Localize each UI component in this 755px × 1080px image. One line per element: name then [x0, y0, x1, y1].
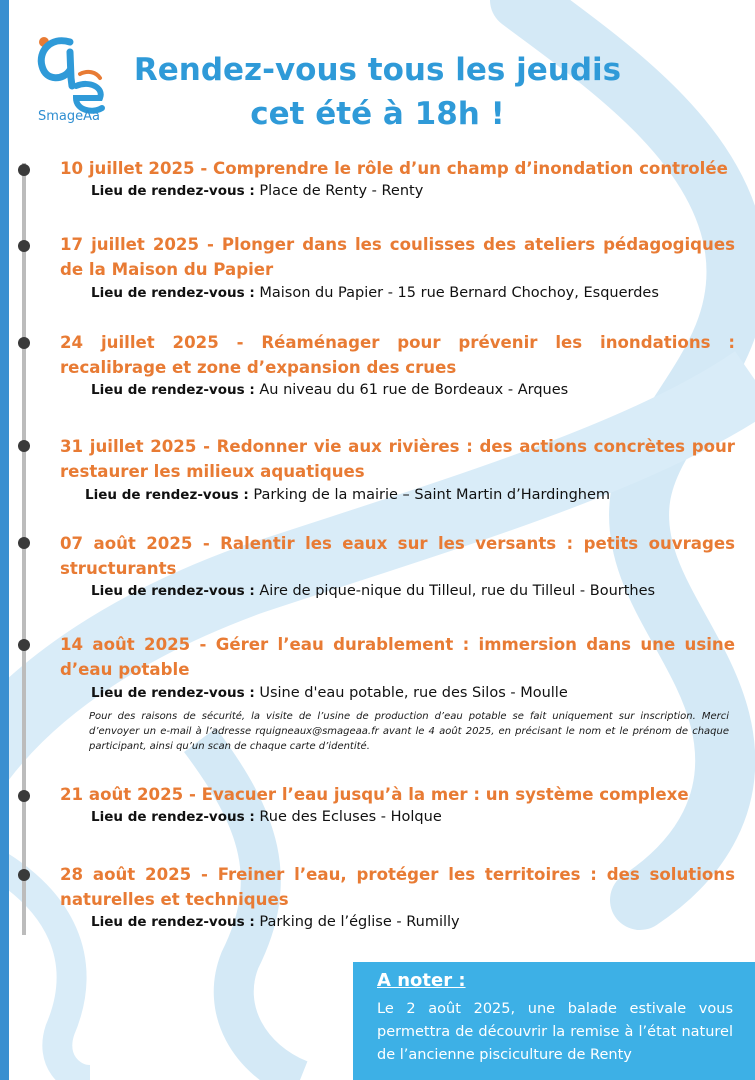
event-item [60, 862, 735, 930]
note-box [353, 962, 755, 1080]
timeline-dot [18, 164, 30, 176]
event-title: 14 août 2025 - Gérer l’eau durablement : immersion dans une usine d’eau potable [60, 635, 735, 679]
event-title: 10 juillet 2025 - Comprendre le rôle d’un champ d’inondation controlée [60, 159, 728, 178]
place-label: Lieu de rendez-vous : [85, 487, 249, 503]
place-value: Parking de la mairie – Saint Martin d’Hardinghem [253, 487, 611, 503]
event-item [60, 531, 735, 599]
place-label: Lieu de rendez-vous : [91, 583, 255, 599]
logo-name: SmageAa [38, 109, 100, 124]
event-title: 17 juillet 2025 - Plonger dans les coulisses des ateliers pédagogiques de la Maison du Papier [60, 235, 735, 279]
note-title: A noter : [377, 970, 466, 991]
timeline-line [22, 163, 26, 935]
event-item [60, 632, 735, 752]
place-value: Parking de l’église - Rumilly [259, 914, 460, 930]
timeline-dot [18, 240, 30, 252]
event-item [60, 434, 735, 503]
timeline-dot [18, 537, 30, 549]
place-label: Lieu de rendez-vous : [91, 685, 255, 701]
note-text: Le 2 août 2025, une balade estivale vous permettra de découvrir la remise à l’état naturel de l’ancienne pisciculture de Renty [377, 1001, 733, 1063]
event-title: 21 août 2025 - Evacuer l’eau jusqu’à la mer : un système complexe [60, 785, 689, 804]
event-item [60, 156, 735, 199]
place-value: Place de Renty - Renty [259, 183, 424, 199]
event-title: 28 août 2025 - Freiner l’eau, protéger les territoires : des solutions naturelles et techniques [60, 865, 735, 909]
left-accent-stripe [0, 0, 9, 1080]
title-line-2: cet été à 18h ! [250, 96, 505, 132]
place-label: Lieu de rendez-vous : [91, 285, 255, 301]
timeline-dot [18, 337, 30, 349]
timeline-dot [18, 869, 30, 881]
timeline-dot [18, 639, 30, 651]
event-title: 07 août 2025 - Ralentir les eaux sur les versants : petits ouvrages structurants [60, 534, 735, 578]
page-title [105, 48, 650, 136]
event-title: 31 juillet 2025 - Redonner vie aux rivières : des actions concrètes pour restaurer les milieux aquatiques [60, 437, 735, 481]
event-place [91, 685, 568, 701]
event-place [91, 183, 423, 199]
event-item [60, 232, 735, 301]
event-place [91, 285, 659, 301]
place-label: Lieu de rendez-vous : [91, 914, 255, 930]
place-value: Usine d'eau potable, rue des Silos - Moulle [259, 685, 568, 701]
timeline-dot [18, 790, 30, 802]
event-item [60, 330, 735, 398]
event-place [91, 382, 568, 398]
event-place [91, 809, 442, 825]
event-title: 24 juillet 2025 - Réaménager pour prévenir les inondations : recalibrage et zone d’expansion des crues [60, 333, 735, 377]
place-value: Aire de pique-nique du Tilleul, rue du Tilleul - Bourthes [259, 583, 656, 599]
event-place [91, 583, 655, 599]
place-label: Lieu de rendez-vous : [91, 183, 255, 199]
event-place [91, 914, 460, 930]
event-place [85, 487, 610, 503]
place-value: Au niveau du 61 rue de Bordeaux - Arques [259, 382, 569, 398]
place-label: Lieu de rendez-vous : [91, 809, 255, 825]
timeline-dot [18, 440, 30, 452]
title-line-1: Rendez-vous tous les jeudis [133, 52, 622, 88]
event-registration-note: Pour des raisons de sécurité, la visite de l’usine de production d’eau potable se fait uniquement sur inscription. Merci d’envoyer un e-mail à l’adresse rquigneaux@smageaa.fr avant le 4 août 2025, en précisant le nom et le prénom de chaque participant, ainsi qu’un scan de chaque carte d’identité. [89, 711, 729, 752]
event-item [60, 782, 735, 825]
place-value: Maison du Papier - 15 rue Bernard Chochoy, Esquerdes [259, 285, 659, 301]
place-value: Rue des Ecluses - Holque [259, 809, 442, 825]
place-label: Lieu de rendez-vous : [91, 382, 255, 398]
